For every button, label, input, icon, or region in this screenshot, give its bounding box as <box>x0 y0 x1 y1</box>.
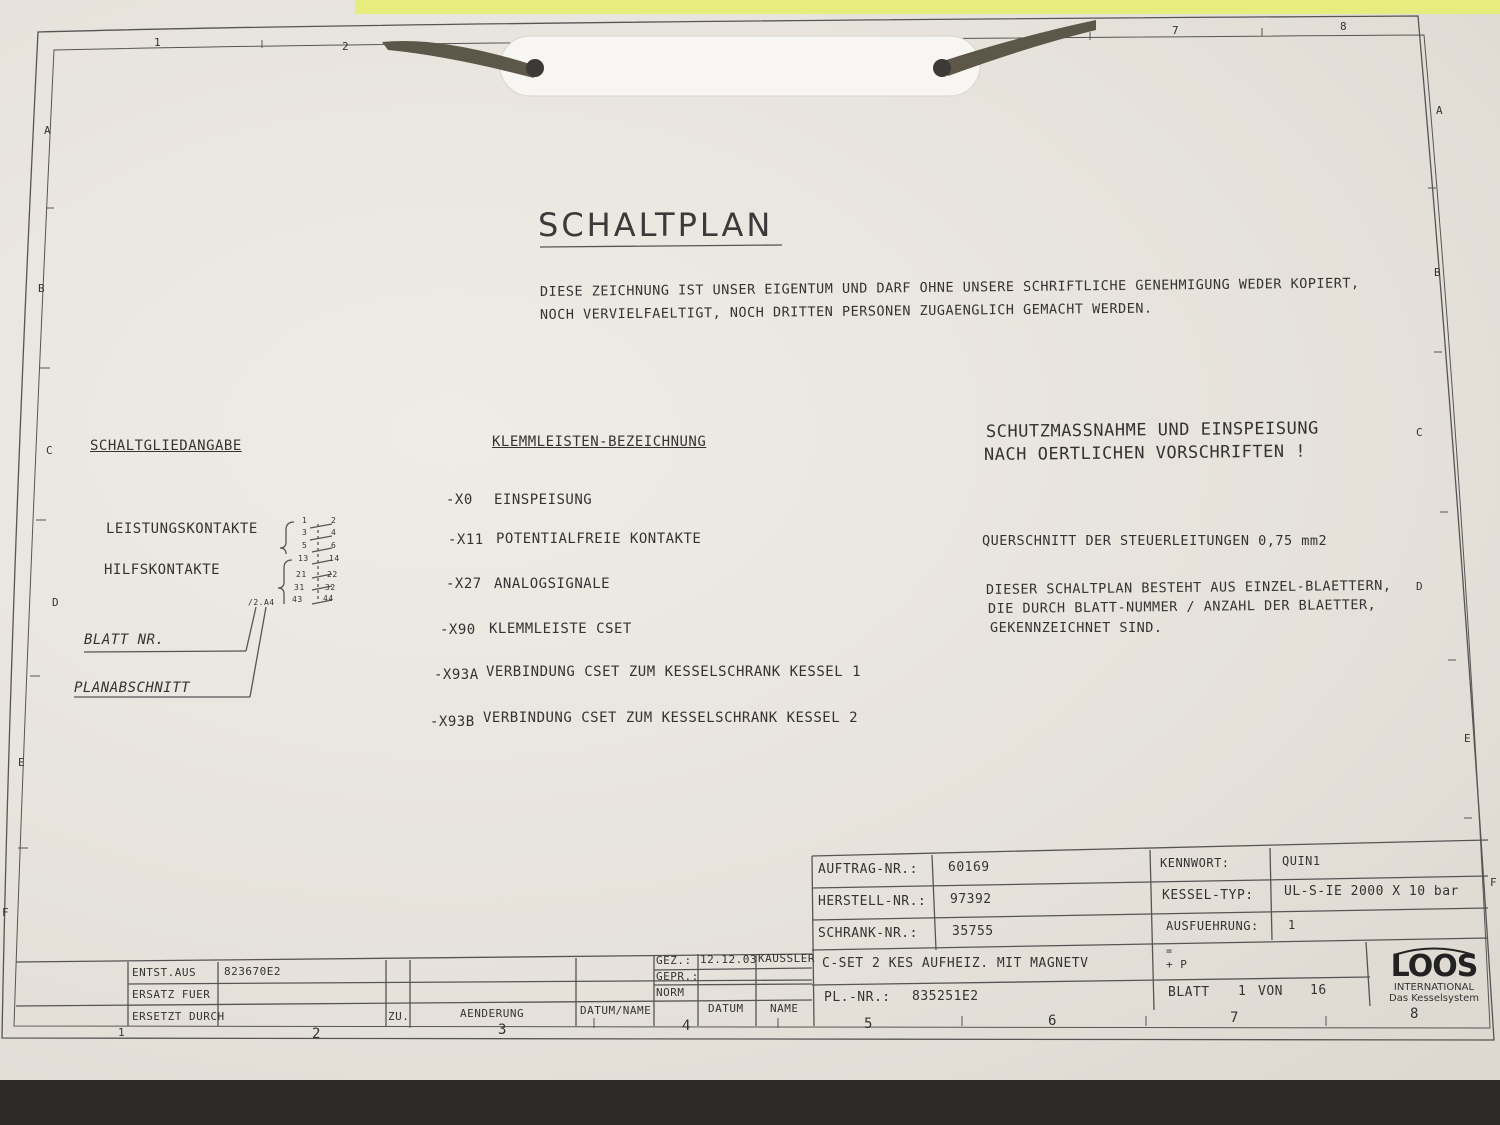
notice-line-1: DIESE ZEICHNUNG IST UNSER EIGENTUM UND DARF OHNE UNSERE SCHRIFTLICHE GENEHMIGUNG WEDER KOPIERT, <box>539 275 1360 300</box>
legend-plan: PLANABSCHNITT <box>74 680 191 696</box>
klemm-desc-x27: ANALOGSIGNALE <box>494 576 611 592</box>
grid-left-E: E <box>18 756 26 769</box>
blatt-label: BLATT <box>1168 985 1210 1000</box>
klemm-desc-x0: EINSPEISUNG <box>494 492 593 508</box>
contact-2: 2 <box>331 516 337 525</box>
grid-left-F: F <box>2 906 10 919</box>
grid-bottom-1: 1 <box>118 1026 126 1039</box>
logo-sub-2: Das Kesselsystem <box>1389 993 1479 1004</box>
note-blatt-3: GEKENNZEICHNET SIND. <box>990 620 1163 636</box>
contact-31: 31 <box>294 583 305 592</box>
gepr-label: GEPR.: <box>656 970 699 983</box>
datumname-label: DATUM/NAME <box>580 1004 652 1017</box>
contact-5: 5 <box>302 541 308 550</box>
contact-21: 21 <box>296 570 307 579</box>
entst-label: ENTST.AUS <box>132 966 197 979</box>
schrank-label: SCHRANK-NR.: <box>818 926 918 941</box>
ersetzt-label: ERSETZT DURCH <box>132 1010 225 1023</box>
notice-line-2: NOCH VERVIELFAELTIGT, NOCH DRITTEN PERSONEN ZUGAENGLICH GEMACHT WERDEN. <box>539 300 1153 323</box>
klemm-desc-x11: POTENTIALFREIE KONTAKTE <box>496 531 702 547</box>
ersatz-label: ERSATZ FUER <box>132 988 211 1001</box>
grid-bottom-2: 2 <box>312 1026 321 1042</box>
ausf-value: 1 <box>1288 918 1296 932</box>
loos-logo <box>1388 946 1480 1004</box>
aenderung-label: AENDERUNG <box>460 1007 525 1020</box>
logo-name: LOOS <box>1390 949 1478 984</box>
note-blatt-2: DIE DURCH BLATT-NUMMER / ANZAHL DER BLAETTER, <box>987 596 1377 617</box>
herstell-value: 97392 <box>950 892 992 907</box>
contact-22: 22 <box>327 570 338 579</box>
plan-description: C-SET 2 KES AUFHEIZ. MIT MAGNETV <box>822 956 1089 971</box>
page-title: SCHALTPLAN <box>538 206 774 244</box>
binding-clip <box>380 10 1110 100</box>
von-value: 16 <box>1310 983 1327 998</box>
grid-bottom-8: 8 <box>1410 1006 1419 1022</box>
legend-heading: SCHALTGLIEDANGABE <box>90 438 242 454</box>
kennwort-label: KENNWORT: <box>1160 856 1230 870</box>
grid-right-F: F <box>1490 876 1498 889</box>
zu-label: ZU. <box>388 1010 410 1023</box>
klemm-desc-x93a: VERBINDUNG CSET ZUM KESSELSCHRANK KESSEL 1 <box>486 664 862 680</box>
plnr-value: 835251E2 <box>912 989 979 1004</box>
grid-right-B: B <box>1434 266 1442 279</box>
auftrag-label: AUFTRAG-NR.: <box>818 862 918 877</box>
contact-44: 44 <box>323 594 334 603</box>
equal-sign: = <box>1166 946 1173 957</box>
contact-14: 14 <box>329 554 340 563</box>
kennwort-value: QUIN1 <box>1282 854 1321 868</box>
klemm-desc-x90: KLEMMLEISTE CSET <box>489 621 632 637</box>
grid-bottom-5: 5 <box>864 1016 873 1032</box>
grid-left-D: D <box>52 596 60 609</box>
klemm-code-x11: -X11 <box>448 532 484 548</box>
klemm-code-x0: -X0 <box>446 492 473 508</box>
kessel-label: KESSEL-TYP: <box>1162 888 1254 903</box>
note-querschnitt: QUERSCHNITT DER STEUERLEITUNGEN 0,75 mm2 <box>982 533 1328 549</box>
klemm-code-x93b: -X93B <box>430 714 475 730</box>
schrank-value: 35755 <box>952 924 994 939</box>
klemm-code-x90: -X90 <box>440 622 476 638</box>
norm-label: NORM <box>656 986 685 999</box>
name-label: NAME <box>770 1002 799 1015</box>
grid-bottom-7: 7 <box>1230 1010 1239 1026</box>
grid-top-1: 1 <box>154 36 162 49</box>
auftrag-value: 60169 <box>948 860 990 875</box>
contact-3: 3 <box>302 528 308 537</box>
herstell-label: HERSTELL-NR.: <box>818 894 927 909</box>
blatt-value: 1 <box>1238 984 1247 999</box>
legend-blatt: BLATT NR. <box>84 632 165 648</box>
legend-hilfs: HILFSKONTAKTE <box>104 562 221 578</box>
grid-bottom-4: 4 <box>682 1018 691 1034</box>
grid-bottom-3: 3 <box>498 1022 507 1038</box>
contact-13: 13 <box>298 554 309 563</box>
grid-top-7: 7 <box>1172 24 1180 37</box>
grid-top-8: 8 <box>1340 20 1348 33</box>
contact-32: 32 <box>325 583 336 592</box>
note-blatt-1: DIESER SCHALTPLAN BESTEHT AUS EINZEL-BLAETTERN, <box>985 577 1392 598</box>
grid-right-E: E <box>1464 732 1472 745</box>
gez-date: 12.12.03 <box>700 953 757 966</box>
gez-label: GEZ.: <box>656 954 692 967</box>
klemm-desc-x93b: VERBINDUNG CSET ZUM KESSELSCHRANK KESSEL 2 <box>483 710 859 726</box>
klemm-code-x93a: -X93A <box>434 667 479 683</box>
contact-1: 1 <box>302 516 308 525</box>
entst-value: 823670E2 <box>224 965 281 978</box>
grid-right-D: D <box>1416 580 1424 593</box>
grid-top-2: 2 <box>342 40 350 53</box>
gez-name: KAUSSLER <box>758 952 815 965</box>
note-schutz-2: NACH OERTLICHEN VORSCHRIFTEN ! <box>983 441 1307 465</box>
plnr-label: PL.-NR.: <box>824 990 891 1005</box>
grid-left-A: A <box>44 124 52 137</box>
logo-sub-1: INTERNATIONAL <box>1393 982 1475 993</box>
klemm-code-x27: -X27 <box>446 576 482 592</box>
grid-right-A: A <box>1436 104 1444 117</box>
grid-left-B: B <box>38 282 46 295</box>
contact-43: 43 <box>292 595 303 604</box>
von-label: VON <box>1258 984 1283 999</box>
kessel-value: UL-S-IE 2000 X 10 bar <box>1284 884 1459 899</box>
klemm-heading: KLEMMLEISTEN-BEZEICHNUNG <box>492 434 707 450</box>
contact-4: 4 <box>331 528 337 537</box>
legend-ref: /2.A4 <box>248 598 275 607</box>
legend-leistung: LEISTUNGSKONTAKTE <box>106 521 258 537</box>
grid-left-C: C <box>46 444 54 457</box>
datum-label: DATUM <box>708 1002 744 1015</box>
grid-right-C: C <box>1416 426 1424 439</box>
grid-bottom-6: 6 <box>1048 1013 1057 1029</box>
location-code: + P <box>1166 958 1188 971</box>
contact-6: 6 <box>331 541 337 550</box>
note-schutz-1: SCHUTZMASSNAHME UND EINSPEISUNG <box>985 418 1319 442</box>
ausf-label: AUSFUEHRUNG: <box>1166 919 1259 933</box>
